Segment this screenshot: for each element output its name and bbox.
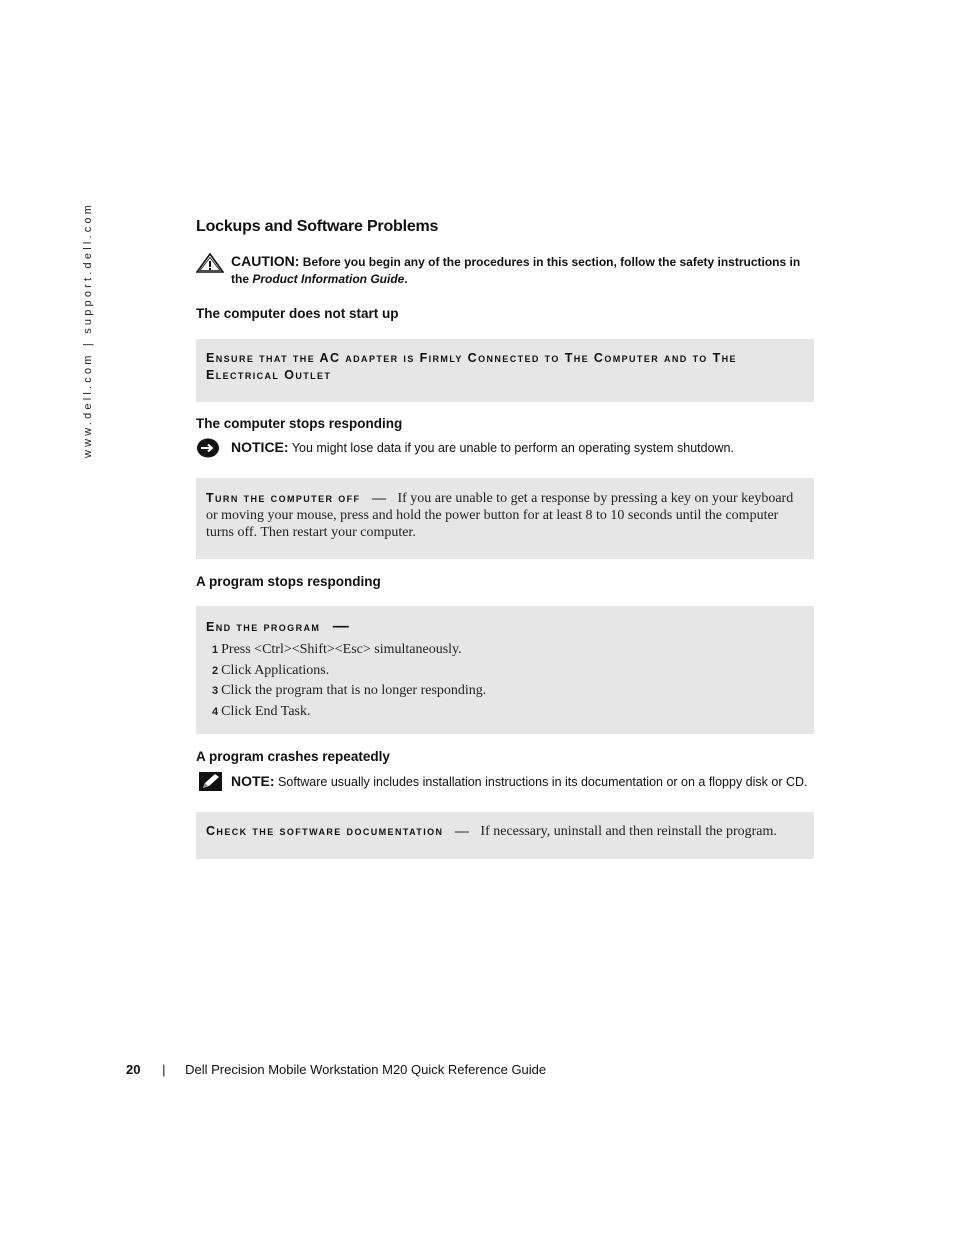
subhead-does-not-start: The computer does not start up	[196, 306, 399, 321]
subhead-program-stops: A program stops responding	[196, 574, 381, 589]
notice-block	[196, 438, 814, 457]
caution-guide: Product Information Guide	[252, 272, 405, 286]
box-end-program	[196, 606, 814, 734]
section-title: Lockups and Software Problems	[196, 218, 439, 235]
caution-period: .	[404, 272, 408, 286]
ui-label-end-task: End Task	[254, 703, 308, 719]
caution-label: CAUTION:	[231, 253, 300, 269]
box-ac-line1: Ensure that the AC adapter is Firmly Connected to The Computer and to The	[206, 351, 737, 365]
page-number: 20	[126, 1062, 141, 1077]
step-item: 3 Click the program that is no longer responding.	[212, 683, 487, 698]
box-ac-adapter	[196, 339, 814, 402]
note-block	[196, 772, 814, 791]
page-footer	[126, 1062, 546, 1077]
caution-text: Before you begin any of the procedures in this section, follow the safety instructions in the	[231, 255, 801, 286]
side-url: www.dell.com | support.dell.com	[82, 201, 94, 458]
box-check-docs	[196, 812, 814, 859]
box-ac-line2: Electrical Outlet	[206, 368, 332, 382]
box-turn-off-heading: Turn the computer off	[206, 491, 361, 505]
box-check-docs-heading: Check the software documentation	[206, 824, 444, 838]
steps-list	[212, 640, 804, 722]
note-pencil-icon	[199, 772, 222, 796]
step-item: 2 Click Applications.	[212, 662, 330, 678]
notice-icon	[196, 438, 220, 463]
caution-block	[196, 253, 814, 288]
subhead-program-crashes: A program crashes repeatedly	[196, 749, 390, 764]
box-check-docs-dash: —	[454, 824, 469, 839]
note-label: NOTE:	[231, 773, 275, 789]
box-end-program-dash: —	[332, 618, 349, 635]
box-end-program-heading: End the program	[206, 620, 321, 634]
main-content	[196, 218, 814, 859]
step-item: 1 Press <Ctrl><Shift><Esc> simultaneously.	[212, 642, 462, 657]
footer-separator: |	[162, 1062, 166, 1077]
caution-icon	[196, 253, 224, 278]
box-turn-off	[196, 478, 814, 559]
notice-label: NOTICE:	[231, 439, 289, 455]
box-check-docs-text: If necessary, uninstall and then reinstall the program.	[480, 824, 777, 839]
note-text: Software usually includes installation instructions in its documentation or on a floppy disk or CD.	[278, 775, 808, 789]
step-item: 4 Click End Task.	[212, 703, 311, 719]
box-turn-off-dash: —	[371, 491, 386, 506]
box-turn-off-text: If you are unable to get a response by pressing a key on your keyboard or moving your mouse, press and hold the power button for at least 8 to 10 seconds until the computer turns off. Then restart your computer.	[206, 491, 794, 540]
subhead-stops-responding: The computer stops responding	[196, 416, 403, 431]
footer-title: Dell Precision Mobile Workstation M20 Quick Reference Guide	[185, 1062, 547, 1077]
notice-text: You might lose data if you are unable to perform an operating system shutdown.	[291, 441, 734, 455]
ui-label-applications: Applications	[254, 662, 326, 678]
